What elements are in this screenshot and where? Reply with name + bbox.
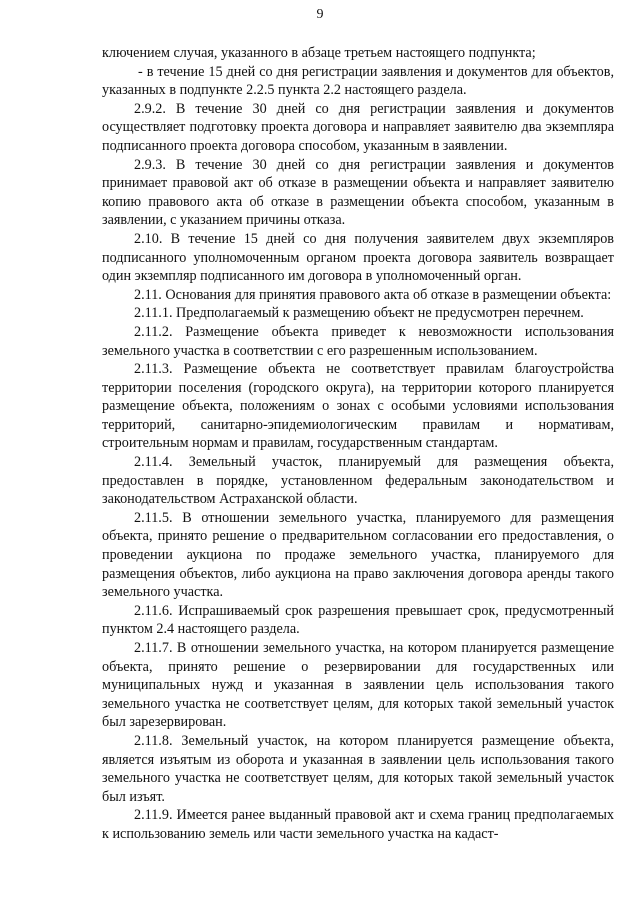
paragraph-2-11-4: 2.11.4. Земельный участок, планируемый для размещения объекта, предоставлен в порядке, установленном федеральным законодательством и законодательством Астраханской области. — [102, 454, 614, 508]
paragraph-dash-item: - в течение 15 дней со дня регистрации заявления и документов для объектов, указанных в подпункте 2.2.5 пункта 2.2 настоящего раздела. — [102, 63, 614, 99]
paragraph-2-10: 2.10. В течение 15 дней со дня получения заявителем двух экземпляров подписанного уполномоченным органом проекта договора заявитель возвращает один экземпляр подписанного им договора в уполномоченный орган. — [102, 230, 614, 285]
paragraph-2-11-2: 2.11.2. Размещение объекта приведет к невозможности использования земельного участка в соответствии с его разрешенным использованием. — [102, 323, 614, 359]
paragraph-2-9-2: 2.9.2. В течение 30 дней со дня регистрации заявления и документов осуществляет подготовку проекта договора и направляет заявителю два экземпляра подписанного проекта договора способом, указанным в заявлении. — [102, 100, 614, 154]
document-body — [102, 44, 614, 844]
paragraph-2-11-7: 2.11.7. В отношении земельного участка, на котором планируется размещение объекта, принято решение о резервировании для государственных или муниципальных нужд и указанная в заявлении цель использования такого земельного участка не соответствует целям, для которых такой земельный участок был зарезервирован. — [102, 640, 614, 731]
paragraph-continuation: ключением случая, указанного в абзаце третьем настоящего подпункта; — [102, 45, 536, 61]
page-number: 9 — [316, 7, 324, 22]
paragraph-2-9-3: 2.9.3. В течение 30 дней со дня регистрации заявления и документов принимает правовой акт об отказе в размещении объекта и направляет заявителю копию правового акта об отказе в размещении объекта способом, указанным в заявлении, с указанием причины отказа. — [102, 156, 614, 229]
paragraph-2-11-5: 2.11.5. В отношении земельного участка, планируемого для размещения объекта, принято решение о предварительном согласовании его предоставления, о проведении аукциона по продаже земельного участка, планируемого для размещения объектов, либо аукциона на право заключения договора аренды такого земельного участка. — [102, 509, 614, 601]
paragraph-2-11-6: 2.11.6. Испрашиваемый срок разрешения превышает срок, предусмотренный пунктом 2.4 настоящего раздела. — [102, 602, 614, 638]
paragraph-2-11: 2.11. Основания для принятия правового акта об отказе в размещении объекта: — [134, 286, 612, 303]
paragraph-2-11-8: 2.11.8. Земельный участок, на котором планируется размещение объекта, является изъятым из оборота и указанная в заявлении цель использования такого земельного участка не соответствует целям, для которых такой земельный участок был изъят. — [102, 732, 614, 805]
paragraph-2-11-1: 2.11.1. Предполагаемый к размещению объект не предусмотрен перечнем. — [134, 305, 584, 322]
paragraph-2-11-9: 2.11.9. Имеется ранее выданный правовой акт и схема границ предполагаемых к использованию земель или части земельного участка на кадаст- — [102, 807, 614, 842]
paragraph-2-11-3: 2.11.3. Размещение объекта не соответствует правилам благоустройства территории поселения (городского округа), на территории которого планируется размещение объекта, положениям о зонах с особыми условиями использования территорий, санитарно-эпидемиологическим правилам и нормативам, строительным нормам и правилам, государственным стандартам. — [102, 361, 614, 452]
